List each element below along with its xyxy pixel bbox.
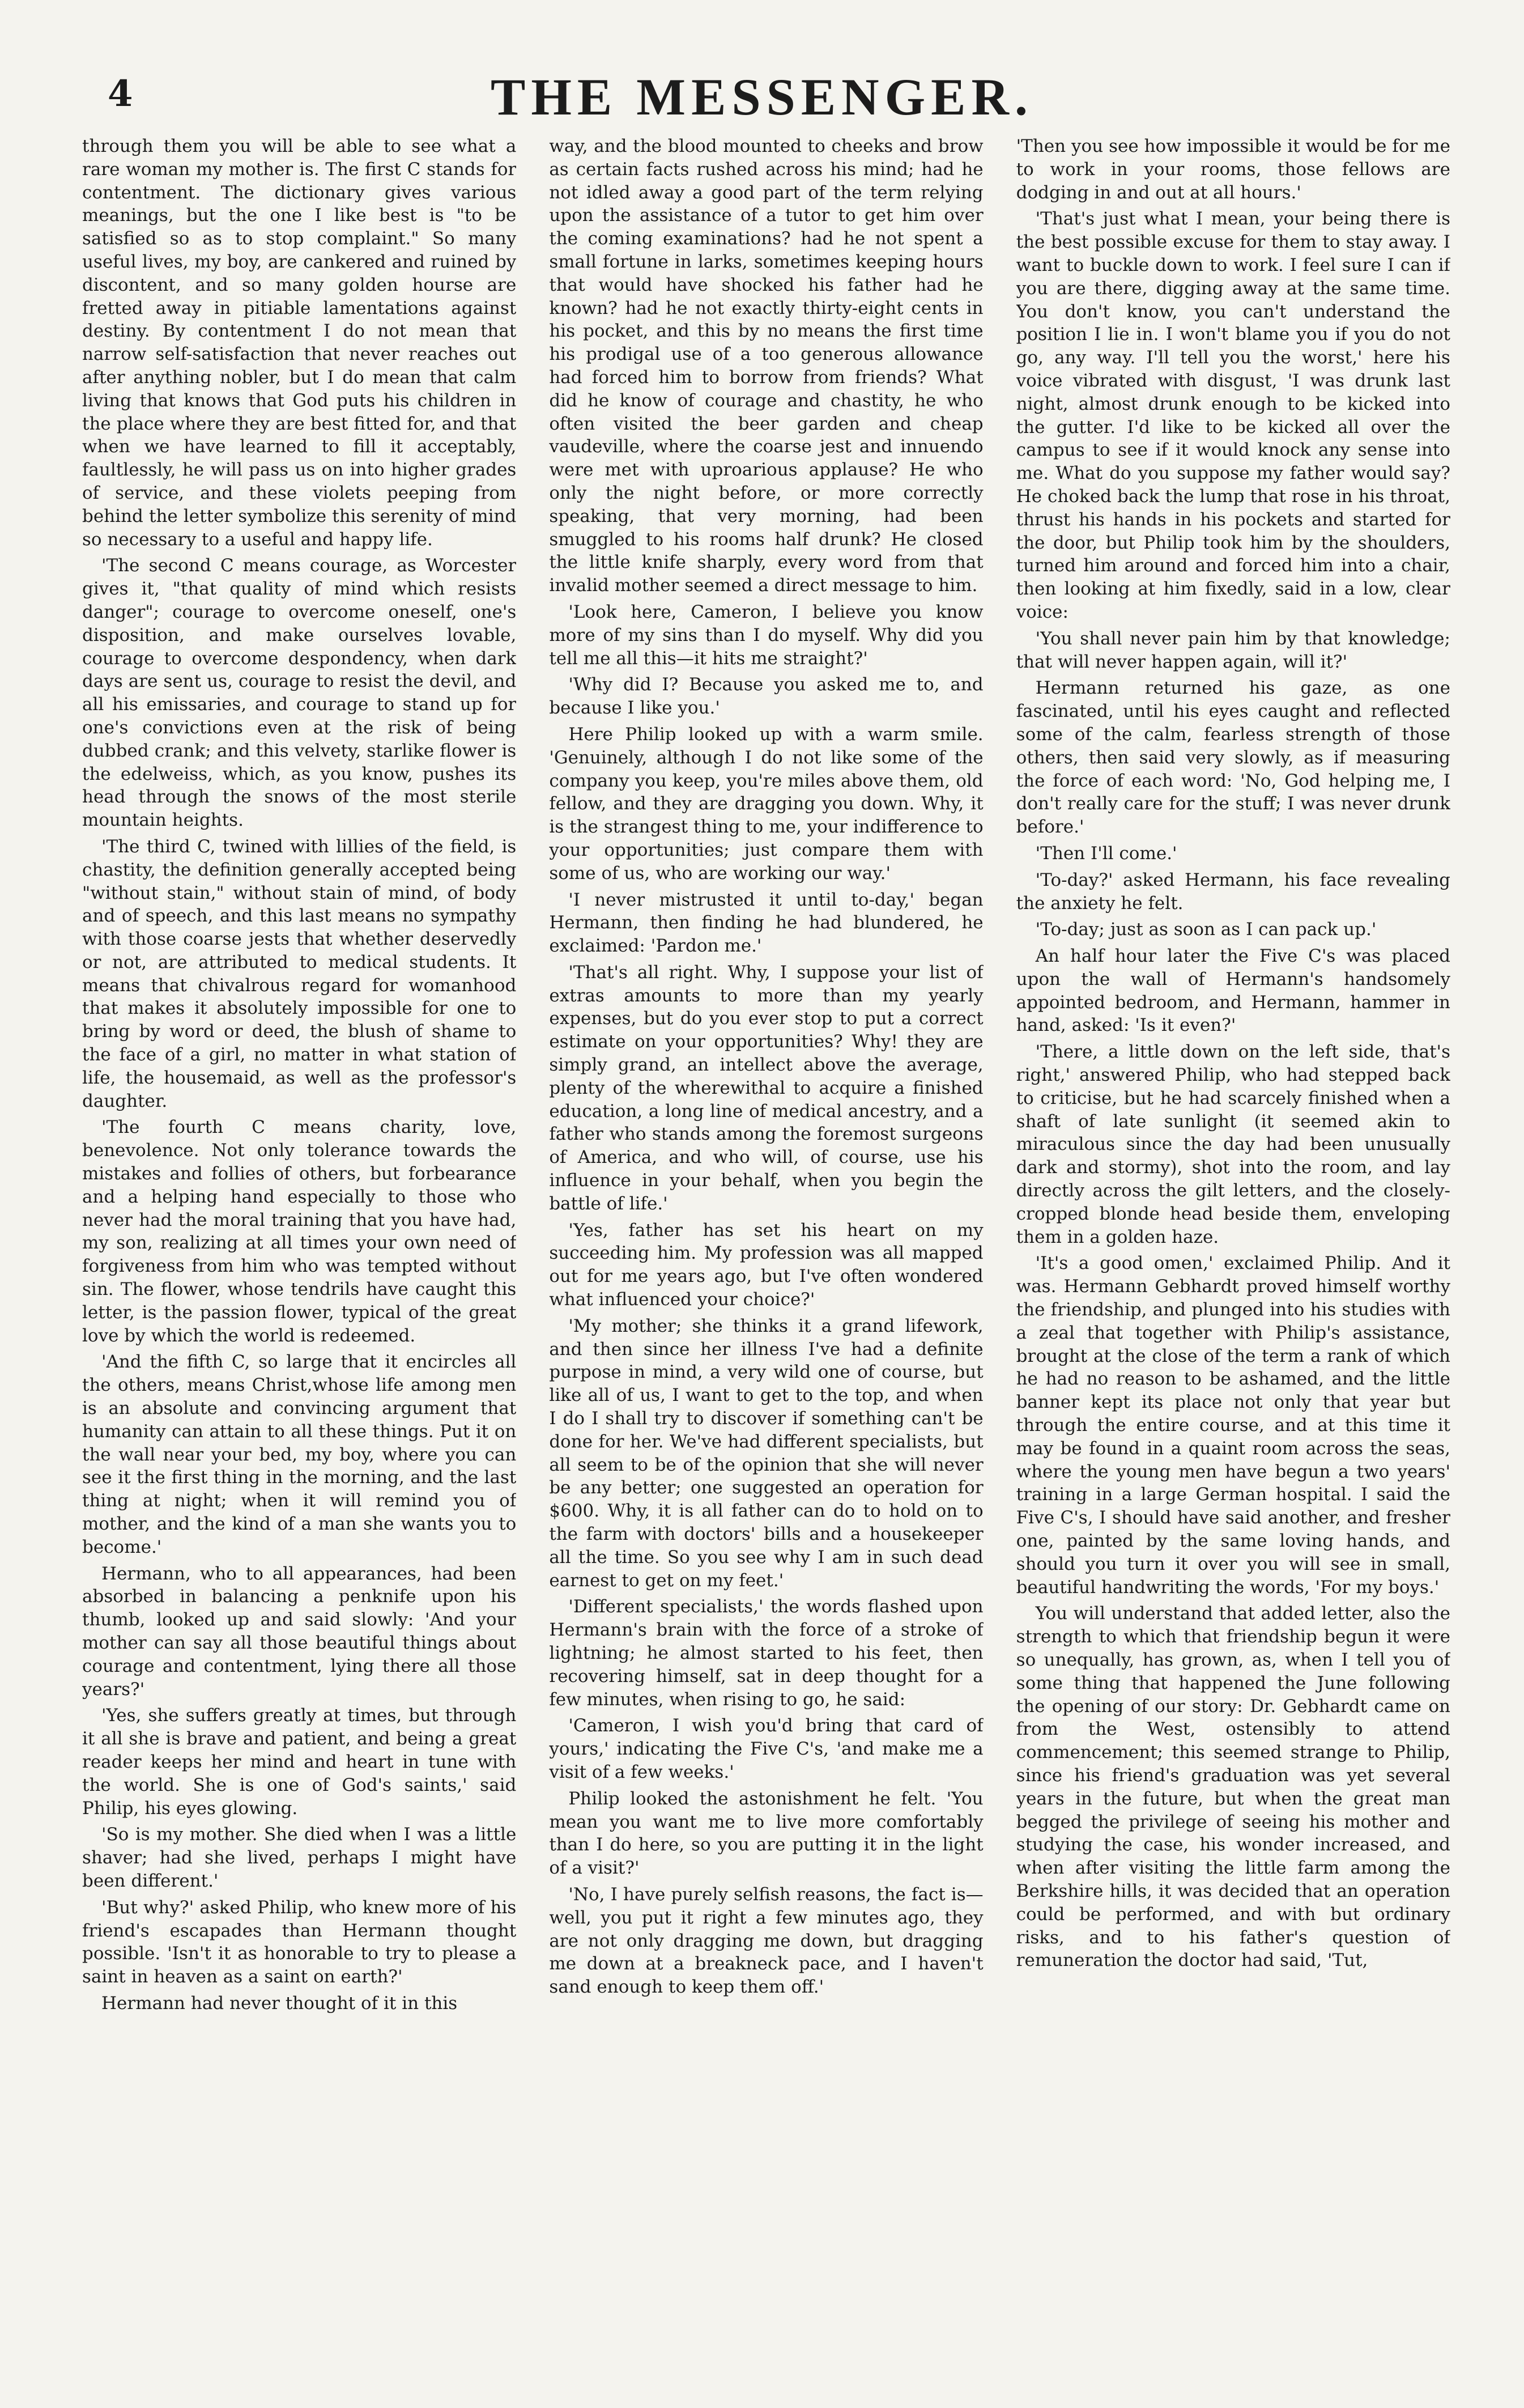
paragraph: 'The third C, twined with lillies of the field, is chastity, the definition generally accepted being "without stain," without stain of mind, of body and of speech, and this last means no sympathy with those coarse jests that whether deservedly or not, are attributed to medical students. It means that chivalrous regard for womanhood that makes it absolutely impossible for one to bring by word or deed, the blush of shame to the face of a girl, no matter in what station of life, the housemaid, as well as the professor's daughter. [82, 836, 517, 1111]
paragraph: 'To-day?' asked Hermann, his face revealing the anxiety he felt. [1016, 869, 1450, 914]
paragraph: Hermann had never thought of it in this [101, 1993, 458, 2014]
paragraph: 'It's a good omen,' exclaimed Philip. And it was. Hermann Gebhardt proved himself worthy the friendship, and plunged into his studies with a zeal that together with Philip's assistance, brought at the close of the term a rank of which he had no reason to be ashamed, and the little banner kept its place not only that year but through the entire course, and at this time it may be found in a quaint room across the seas, where the young men have begun a two years' training in a large German hospital. I said the Five C's, I should have said another, and fresher one, painted by the same loving hands, and should you turn it over you will see in small, beautiful handwriting the words, 'For my boys.' [1016, 1253, 1450, 1598]
paragraph: 'There, a little down on the left side, that's right,' answered Philip, who had stepped back to criticise, but he had scarcely finished when a shaft of late sunlight (it seemed akin to miraculous since the day had been unusually dark and stormy), shot into the room, and lay directly across the gilt letters, and the closely-cropped blonde head beside them, enveloping them in a golden haze. [1016, 1042, 1450, 1247]
paragraph: 'But why?' asked Philip, who knew more of his friend's escapades than Hermann thought possible. 'Isn't it as honorable to try to please a saint in heaven as a saint on earth?' [82, 1897, 517, 1987]
paragraph: An half hour later the Five C's was placed upon the wall of Hermann's handsomely appointed bedroom, and Hermann, hammer in hand, asked: 'Is it even?' [1016, 946, 1450, 1036]
paragraph: 'And the fifth C, so large that it encircles all the others, means Christ,whose life among men is an absolute and convincing argument that humanity can attain to all these things. Put it on the wall near your bed, my boy, where you can see it the first thing in the morning, and the last thing at night; when it will remind you of mother, and the kind of a man she wants you to become.' [82, 1352, 517, 1557]
paragraph: 'Then you see how impossible it would be for me to work in your rooms, those fellows are dodging in and out at all hours.' [1016, 136, 1450, 203]
paragraph: 'Then I'll come.' [1035, 843, 1177, 864]
paragraph: 'I never mistrusted it until to-day,' began Hermann, then finding he had blundered, he exclaimed: 'Pardon me.' [549, 889, 984, 957]
paragraph: Hermann, who to all appearances, had been absorbed in balancing a penknife upon his thumb, looked up and said slowly: 'And your mother can say all those beautiful things about courage and contentment, lying there all those years?' [82, 1563, 517, 1700]
paragraph: 'That's all right. Why, I suppose your list of extras amounts to more than my yearly expenses, but do you ever stop to put a correct estimate on your opportunities? Why! they are simply grand, an intellect above the average, plenty of the wherewithal to acquire a finished education, a long line of medical ancestry, and a father who stands among the foremost surgeons of America, and who will, of course, use his influence in your behalf, when you begin the battle of life.' [549, 962, 984, 1214]
column-3 [1016, 135, 1450, 2339]
paragraph: 'The second C means courage, as Worcester gives it, "that quality of mind which resists danger"; courage to overcome oneself, one's disposition, and make ourselves lovable, courage to overcome despondency, when dark days are sent us, courage to resist the devil, and all his emissaries, and courage to stand up for one's convictions even at the risk of being dubbed crank; and this velvety, starlike flower is the edelweiss, which, as you know, pushes its head through the snows of the most sterile mountain heights. [82, 555, 517, 831]
article-columns [82, 135, 1450, 2339]
paragraph: way, and the blood mounted to cheeks and brow as certain facts rushed across his mind; had he not idled away a good part of the term relying upon the assistance of a tutor to get him over the coming examinations? had he not spent a small fortune in larks, sometimes keeping hours that would have shocked his father had he known? had he not exactly thirty-eight cents in his pocket, and this by no means the first time his prodigal use of a too generous allowance had forced him to borrow from friends? What did he know of courage and chastity, he who often visited the beer garden and cheap vaudeville, where the coarse jest and innuendo were met with uproarious applause? He who only the night before, or more correctly speaking, that very morning, had been smuggled to his rooms half drunk? He closed the little knife sharply, every word from that invalid mother seemed a direct message to him. [549, 136, 984, 596]
paragraph: 'The fourth C means charity, love, benevolence. Not only tolerance towards the mistakes and follies of others, but forbearance and a helping hand especially to those who never had the moral training that you have had, my son, realizing at all times your own need of forgiveness from him who was tempted without sin. The flower, whose tendrils have caught this letter, is the passion flower, typical of the great love by which the world is redeemed. [82, 1117, 517, 1346]
paragraph: Philip looked the astonishment he felt. 'You mean you want me to live more comfortably than I do here, so you are putting it in the light of a visit?' [549, 1788, 984, 1879]
paragraph: 'No, I have purely selfish reasons, the fact is—well, you put it right a few minutes ago, they are not only dragging me down, but dragging me down at a breakneck pace, and I haven't sand enough to keep them off.' [549, 1884, 984, 1998]
paragraph: 'Why did I? Because you asked me to, and because I like you.' [549, 674, 984, 719]
paragraph: through them you will be able to see what a rare woman my mother is. The first C stands for contentment. The dictionary gives various meanings, but the one I like best is "to be satisfied so as to stop complaint." So many useful lives, my boy, are cankered and ruined by discontent, and so many golden hourse are fretted away in pitiable lamentations against destiny. By contentment I do not mean that narrow self-satisfaction that never reaches out after anything nobler, but I do mean that calm living that knows that God puts his children in the place where they are best fitted for, and that when we have learned to fill it acceptably, faultlessly, he will pass us on into higher grades of service, and these violets peeping from behind the letter symbolize this serenity of mind so necessary to a useful and happy life. [82, 136, 517, 550]
paragraph: 'My mother; she thinks it a grand lifework, and then since her illness I've had a definite purpose in mind, a very wild one of course, but like all of us, I want to get to the top, and when I do I shall try to discover if something can't be done for her. We've had different specialists, but all seem to be of the opinion that she will never be any better; one suggested an operation for $600. Why, it is all father can do to hold on to the farm with doctors' bills and a housekeeper all the time. So you see why I am in such dead earnest to get on my feet.' [549, 1315, 984, 1591]
paragraph: 'That's just what I mean, your being there is the best possible excuse for them to stay away. I want to buckle down to work. I feel sure I can if you are there, digging away at the same time. You don't know, you can't understand the position I lie in. I won't blame you if you do not go, any way. I'll tell you the worst,' here his voice vibrated with disgust, 'I was drunk last night, almost drunk enough to be kicked into the gutter. I'd like to be kicked all over the campus to see if it would knock any sense into me. What do you suppose my father would say? He choked back the lump that rose in his throat, thrust his hands in his pockets and started for the door, but Philip took him by the shoulders, turned him around and forced him into a chair, then looking at him fixedly, said in a low, clear voice: [1016, 209, 1450, 622]
page-number: 4 [108, 73, 133, 115]
paragraph: 'To-day; just as soon as I can pack up.' [1035, 919, 1377, 940]
masthead-title: THE MESSENGER. [491, 68, 1033, 126]
paragraph: 'Different specialists,' the words flashed upon Hermann's brain with the force of a stroke of lightning; he almost started to his feet, then recovering himself, sat in deep thought for a few minutes, when rising to go, he said: [549, 1596, 984, 1710]
paragraph: 'Yes, father has set his heart on my succeeding him. My profession was all mapped out for me years ago, but I've often wondered what influenced your choice?' [549, 1220, 984, 1310]
column-1 [82, 135, 516, 2339]
paragraph: 'Look here, Cameron, I believe you know more of my sins than I do myself. Why did you tell me all this—it hits me straight?' [549, 601, 984, 669]
paragraph: You will understand that added letter, also the strength to which that friendship begun it were so unequally, has grown, as, when I tell you of some thing that happened the June following the opening of our story: Dr. Gebhardt came on from the West, ostensibly to attend commencement; this seemed strange to Philip, since his friend's graduation was yet several years in the future, but when the great man begged the privilege of seeing his mother and studying the case, his wonder increased, and when after visiting the little farm among the Berkshire hills, it was decided that an operation could be performed, and with but ordinary risks, and to his father's question of remuneration the doctor had said, 'Tut, [1016, 1603, 1450, 1971]
paragraph: Here Philip looked up with a warm smile. 'Genuinely, although I do not like some of the company you keep, you're miles above them, old fellow, and they are dragging you down. Why, it is the strangest thing to me, your indifference to your opportunities; just compare them with some of us, who are working our way.' [549, 724, 984, 884]
paragraph: 'So is my mother. She died when I was a little shaver; had she lived, perhaps I might have been different.' [82, 1824, 517, 1891]
paragraph: 'Cameron, I wish you'd bring that card of yours,' indicating the Five C's, 'and make me a visit of a few weeks.' [549, 1715, 984, 1782]
column-2 [549, 135, 983, 2339]
paragraph: 'Yes, she suffers greatly at times, but through it all she is brave and patient, and being a great reader keeps her mind and heart in tune with the world. She is one of God's saints,' said Philip, his eyes glowing. [82, 1705, 517, 1819]
paragraph: Hermann returned his gaze, as one fascinated, until his eyes caught and reflected some of the calm, fearless strength of those others, then said very slowly, as if measuring the force of each word: 'No, God helping me, I don't really care for the stuff; I was never drunk before.' [1016, 678, 1450, 838]
paragraph: 'You shall never pain him by that knowledge; that will never happen again, will it?' [1016, 628, 1450, 672]
